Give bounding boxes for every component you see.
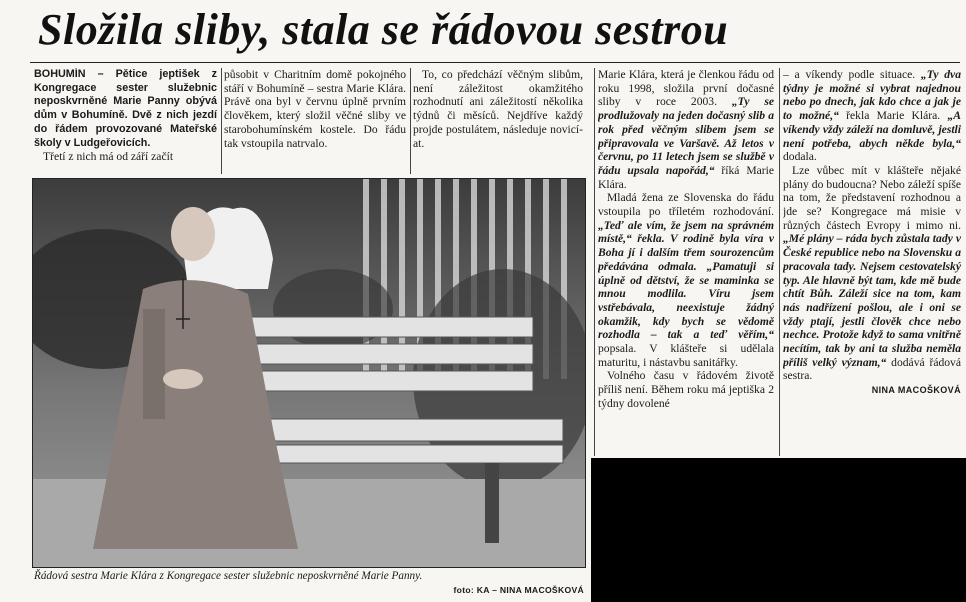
author-byline: NINA MACOŠKOVÁ	[871, 385, 961, 396]
paragraph: působit v Charitním domě pokojného stáří v Bohumíně – sestra Marie Klára. Právě ona byl v červnu úplně prvním člověkem, který složil věčné sliby ve starobohumínském kostele. Do řádu tak vstoupila natrvalo.	[224, 68, 406, 150]
article-column-4	[598, 68, 774, 456]
headline-rule	[30, 62, 960, 63]
paragraph: Volného času v řádovém životě příliš není. Během roku má jeptiška 2 týdny dovolené	[598, 369, 774, 410]
quote: „A víkendy vždy záleží na domluvě, jestli není potřeba, abych někde byla,“	[783, 109, 961, 150]
column-divider	[221, 68, 222, 174]
quote: „Ty dva týdny je možné si vybrat najednou nebo po dnech, jak kdo chce a jak je to možné,“	[783, 68, 961, 123]
quote: „Ty se prodlužovaly na jeden dočasný slib a rok před věčným slibem jsem se připravovala ve Varšavě. Až letos v červnu, po 11 letech jsem se službě v řádu upsala napořád,“	[598, 95, 774, 177]
black-redaction-area	[591, 458, 966, 602]
text-run: dodává řádová sestra.	[783, 355, 961, 383]
article-column-5	[783, 68, 961, 458]
text-run: Mladá žena ze Slovenska do řádu vstoupila po tříletém rozhodování.	[598, 191, 774, 219]
dateline-place: BOHUMÍN	[34, 68, 86, 80]
article-photo	[32, 178, 586, 568]
article-column-3	[413, 68, 583, 178]
headline: Složila sliby, stala se řádovou sestrou	[38, 5, 729, 54]
text-run: Lze vůbec mít v klášteře nějaké plány do budoucna? Nebo záleží spíše na tom, že představení rozhodnou a jde se? Kongregace má misie v různých částech Evropy i mimo ni.	[783, 163, 961, 232]
photo-credit: foto: KA – NINA MACOŠKOVÁ	[453, 585, 584, 595]
text-run: popsala. V klášteře si udělala maturitu, i nástavbu sanitářky.	[598, 342, 774, 369]
photo-caption: Řádová sestra Marie Klára z Kongregace sester služebnic neposkvrněné Marie Panny.	[34, 570, 423, 582]
article-column-1	[34, 68, 217, 178]
photo-nun-on-bench	[33, 179, 585, 567]
paragraph: Třetí z nich má od září začít	[43, 150, 174, 164]
quote: „Mé plány – ráda bych zůstala tady v České republice nebo na Slovensku a pracovala tady. Nejsem cestovatelský typ. Ale hlavně být tam, kde mě bude chtít Bůh. Záleží sice na tom, kam nás nadřízení pošlou, ale i oni se vždy ptají, jestli člověk chce nebo nechce. Protože když to sama vnitřně necítím, tak by ani ta služba neměla příliš velký význam,“	[783, 232, 961, 369]
paragraph: To, co předchází věčným slibům, není záležitost okamžitého rozhodnutí ani záležitostí několika týdnů či měsíců. Nejdříve každý projde postulátem, následuje novicí-at.	[413, 68, 583, 150]
article-column-2	[224, 68, 406, 178]
column-divider	[594, 68, 595, 456]
lead-text: – Pětice jeptišek z Kongregace sester služebnic neposkvrněné Marie Panny obývá dům v Bohumíně. Dvě z nich jezdí do řádem provozované Mateřské školy v Ludgeřovicích.	[34, 68, 217, 149]
text-run: říká Marie Klára.	[598, 163, 774, 191]
text-run: řekla Marie Klára.	[838, 109, 948, 123]
text-run: Marie Klára, která je členkou řádu od roku 1998, složila první dočasné sliby v roce 2003.	[598, 68, 774, 109]
text-run: – a víkendy podle situace.	[783, 68, 921, 81]
quote: „Teď ale vím, že jsem na správném místě,“ řekla. V rodině byla víra v Boha jí i dalším třem sourozencům předávána odmala. „Pamatuji si úplně od dětství, že se maminka se mnou modlila. Víru jsem vstřebávala, neexistuje žádný okamžik, kdy bych se vědomě rozhodla – tak a teď věřím,“	[598, 218, 774, 342]
text-run: dodala.	[783, 150, 817, 164]
lead-paragraph	[34, 68, 217, 150]
column-divider	[410, 68, 411, 174]
column-divider	[779, 68, 780, 456]
